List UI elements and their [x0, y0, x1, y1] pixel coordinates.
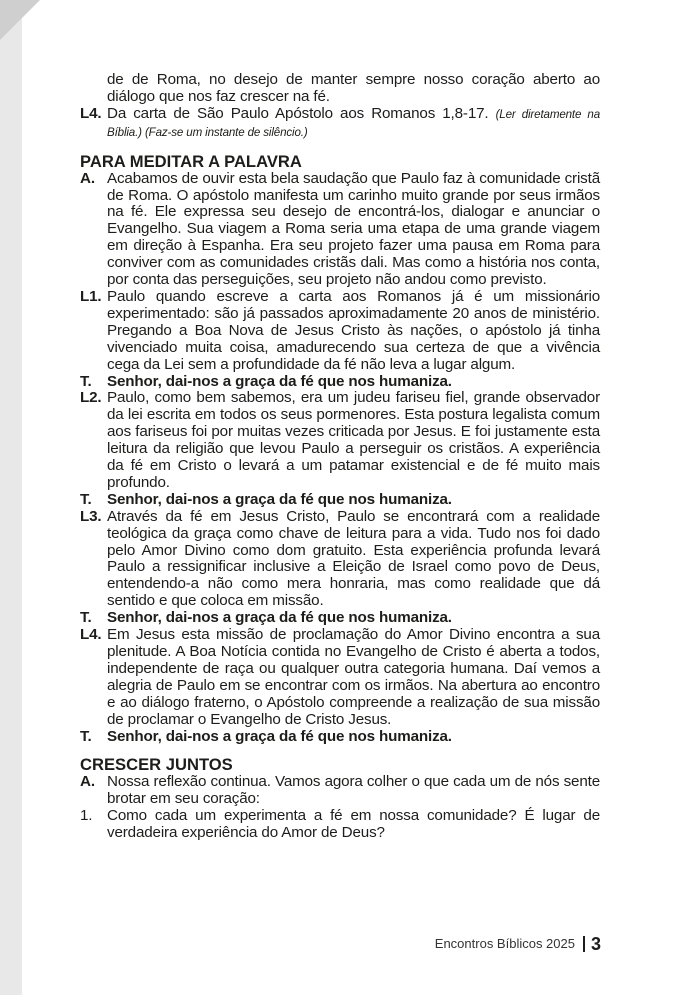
item-label: L2.: [80, 389, 102, 407]
page-edge-strip: [0, 0, 22, 995]
item-text: Senhor, dai-nos a graça da fé que nos humaniza.: [107, 490, 452, 508]
item-text: Através da fé em Jesus Cristo, Paulo se encontrará com a realidade teológica da graça como chave de leitura para a vida. Tudo nos foi dado pelo Amor Divino como dom gratuito. Esta experiência profunda levará Paulo a ressignificar inclusive a Eleição de Israel como povo de Deus, entendendo-a não como mera honraria, mas como realidade que dá sentido e que coloca em missão.: [107, 507, 600, 610]
reading-reference: Da carta de São Paulo Apóstolo aos Romanos 1,8-17.: [107, 104, 489, 122]
item-label: A.: [80, 169, 95, 187]
item-label: A.: [80, 773, 95, 791]
section-heading-crescer: CRESCER JUNTOS: [80, 755, 233, 775]
item-label: T.: [80, 727, 92, 745]
reader-label: L4.: [80, 104, 102, 122]
document-page: [80, 72, 600, 842]
item-label: L1.: [80, 287, 102, 305]
paragraph-item: [80, 390, 600, 491]
paragraph-item: [80, 627, 600, 728]
item-text: Senhor, dai-nos a graça da fé que nos humaniza.: [107, 372, 452, 390]
item-label: L3.: [80, 507, 102, 525]
page-number: 3: [590, 934, 601, 954]
response-line: [80, 374, 600, 391]
item-text: Senhor, dai-nos a graça da fé que nos humaniza.: [107, 609, 452, 627]
crescer-list: [80, 774, 600, 842]
item-text: Nossa reflexão continua. Vamos agora colher o que cada um de nós sente brotar em seu coração:: [107, 773, 600, 808]
item-text: Em Jesus esta missão de proclamação do Amor Divino encontra a sua plenitude. A Boa Notícia contida no Evangelho de Cristo é aberta a todos, independente de raça ou qualquer outra categoria humana. Daí vemos a alegria de Paulo em se encontrar com os irmãos. Na abertura ao encontro e ao diálogo fraterno, o Apóstolo compreende a realização de sua missão de proclamar o Evangelho de Cristo Jesus.: [107, 626, 600, 728]
item-text: Paulo, como bem sabemos, era um judeu fariseu fiel, grande observador da lei escrita em todos os seus pormenores. Esta postura legalista comum aos fariseus foi por muitas vezes criticada por Jesus. E foi justamente esta leitura da religião que levou Paulo a perseguir os cristãos. A experiência da fé em Cristo o levará a um patamar existencial e de fé muito mais profundo.: [107, 389, 600, 491]
item-label: T.: [80, 609, 92, 627]
intro-continuation: [80, 72, 600, 106]
page-footer: [435, 934, 601, 955]
paragraph-item: [80, 808, 600, 842]
publication-title: Encontros Bíblicos 2025: [434, 935, 575, 951]
response-line: [80, 492, 600, 509]
item-label: T.: [80, 372, 92, 390]
item-text: Como cada um experimenta a fé em nossa comunidade? É lugar de verdadeira experiência do Amor de Deus?: [107, 807, 600, 842]
paragraph-item: [80, 171, 600, 289]
paragraph-item: [80, 509, 600, 610]
item-text: Senhor, dai-nos a graça da fé que nos humaniza.: [107, 727, 452, 745]
reading-instruction: (Ler diretamente na Bíblia.) (Faz-se um instante de silêncio.): [107, 107, 600, 139]
response-line: [80, 729, 600, 746]
paragraph-item: [80, 774, 600, 808]
page-corner: [0, 0, 40, 40]
section-heading-meditar: PARA MEDITAR A PALAVRA: [80, 151, 302, 171]
intro-reading-l4: [80, 106, 600, 142]
item-label: L4.: [80, 626, 102, 644]
item-text: Paulo quando escreve a carta aos Romanos já é um missionário experimentado: são já passados aproximadamente 20 anos de ministério. Pregando a Boa Nova de Jesus Cristo às nações, o apóstolo já tinha vivenciado muita coisa, amadurecendo sua certeza de que a vivência cega da Lei sem a profundidade da fé não leva a lugar algum.: [107, 287, 600, 373]
item-text: Acabamos de ouvir esta bela saudação que Paulo faz à comunidade cristã de Roma. O apóstolo manifesta um carinho muito grande por seus irmãos na fé. Ele expressa seu desejo de encontrá-los, dialogar e anunciar o Evangelho. Sua viagem a Roma seria uma etapa de uma grande viagem em direção à Espanha. Era seu projeto fazer uma pausa em Roma para conviver com as comunidades cristãs dali. Mas como a história nos conta, por conta das perseguições, seu projeto não andou como previsto.: [107, 169, 600, 289]
footer-divider: [583, 936, 585, 952]
response-line: [80, 610, 600, 627]
item-label: T.: [80, 490, 92, 508]
item-label: 1.: [80, 807, 93, 825]
paragraph-item: [80, 289, 600, 374]
meditar-list: [80, 171, 600, 746]
intro-continuation-text: de de Roma, no desejo de manter sempre nosso coração aberto ao diálogo que nos faz crescer na fé.: [107, 71, 600, 105]
